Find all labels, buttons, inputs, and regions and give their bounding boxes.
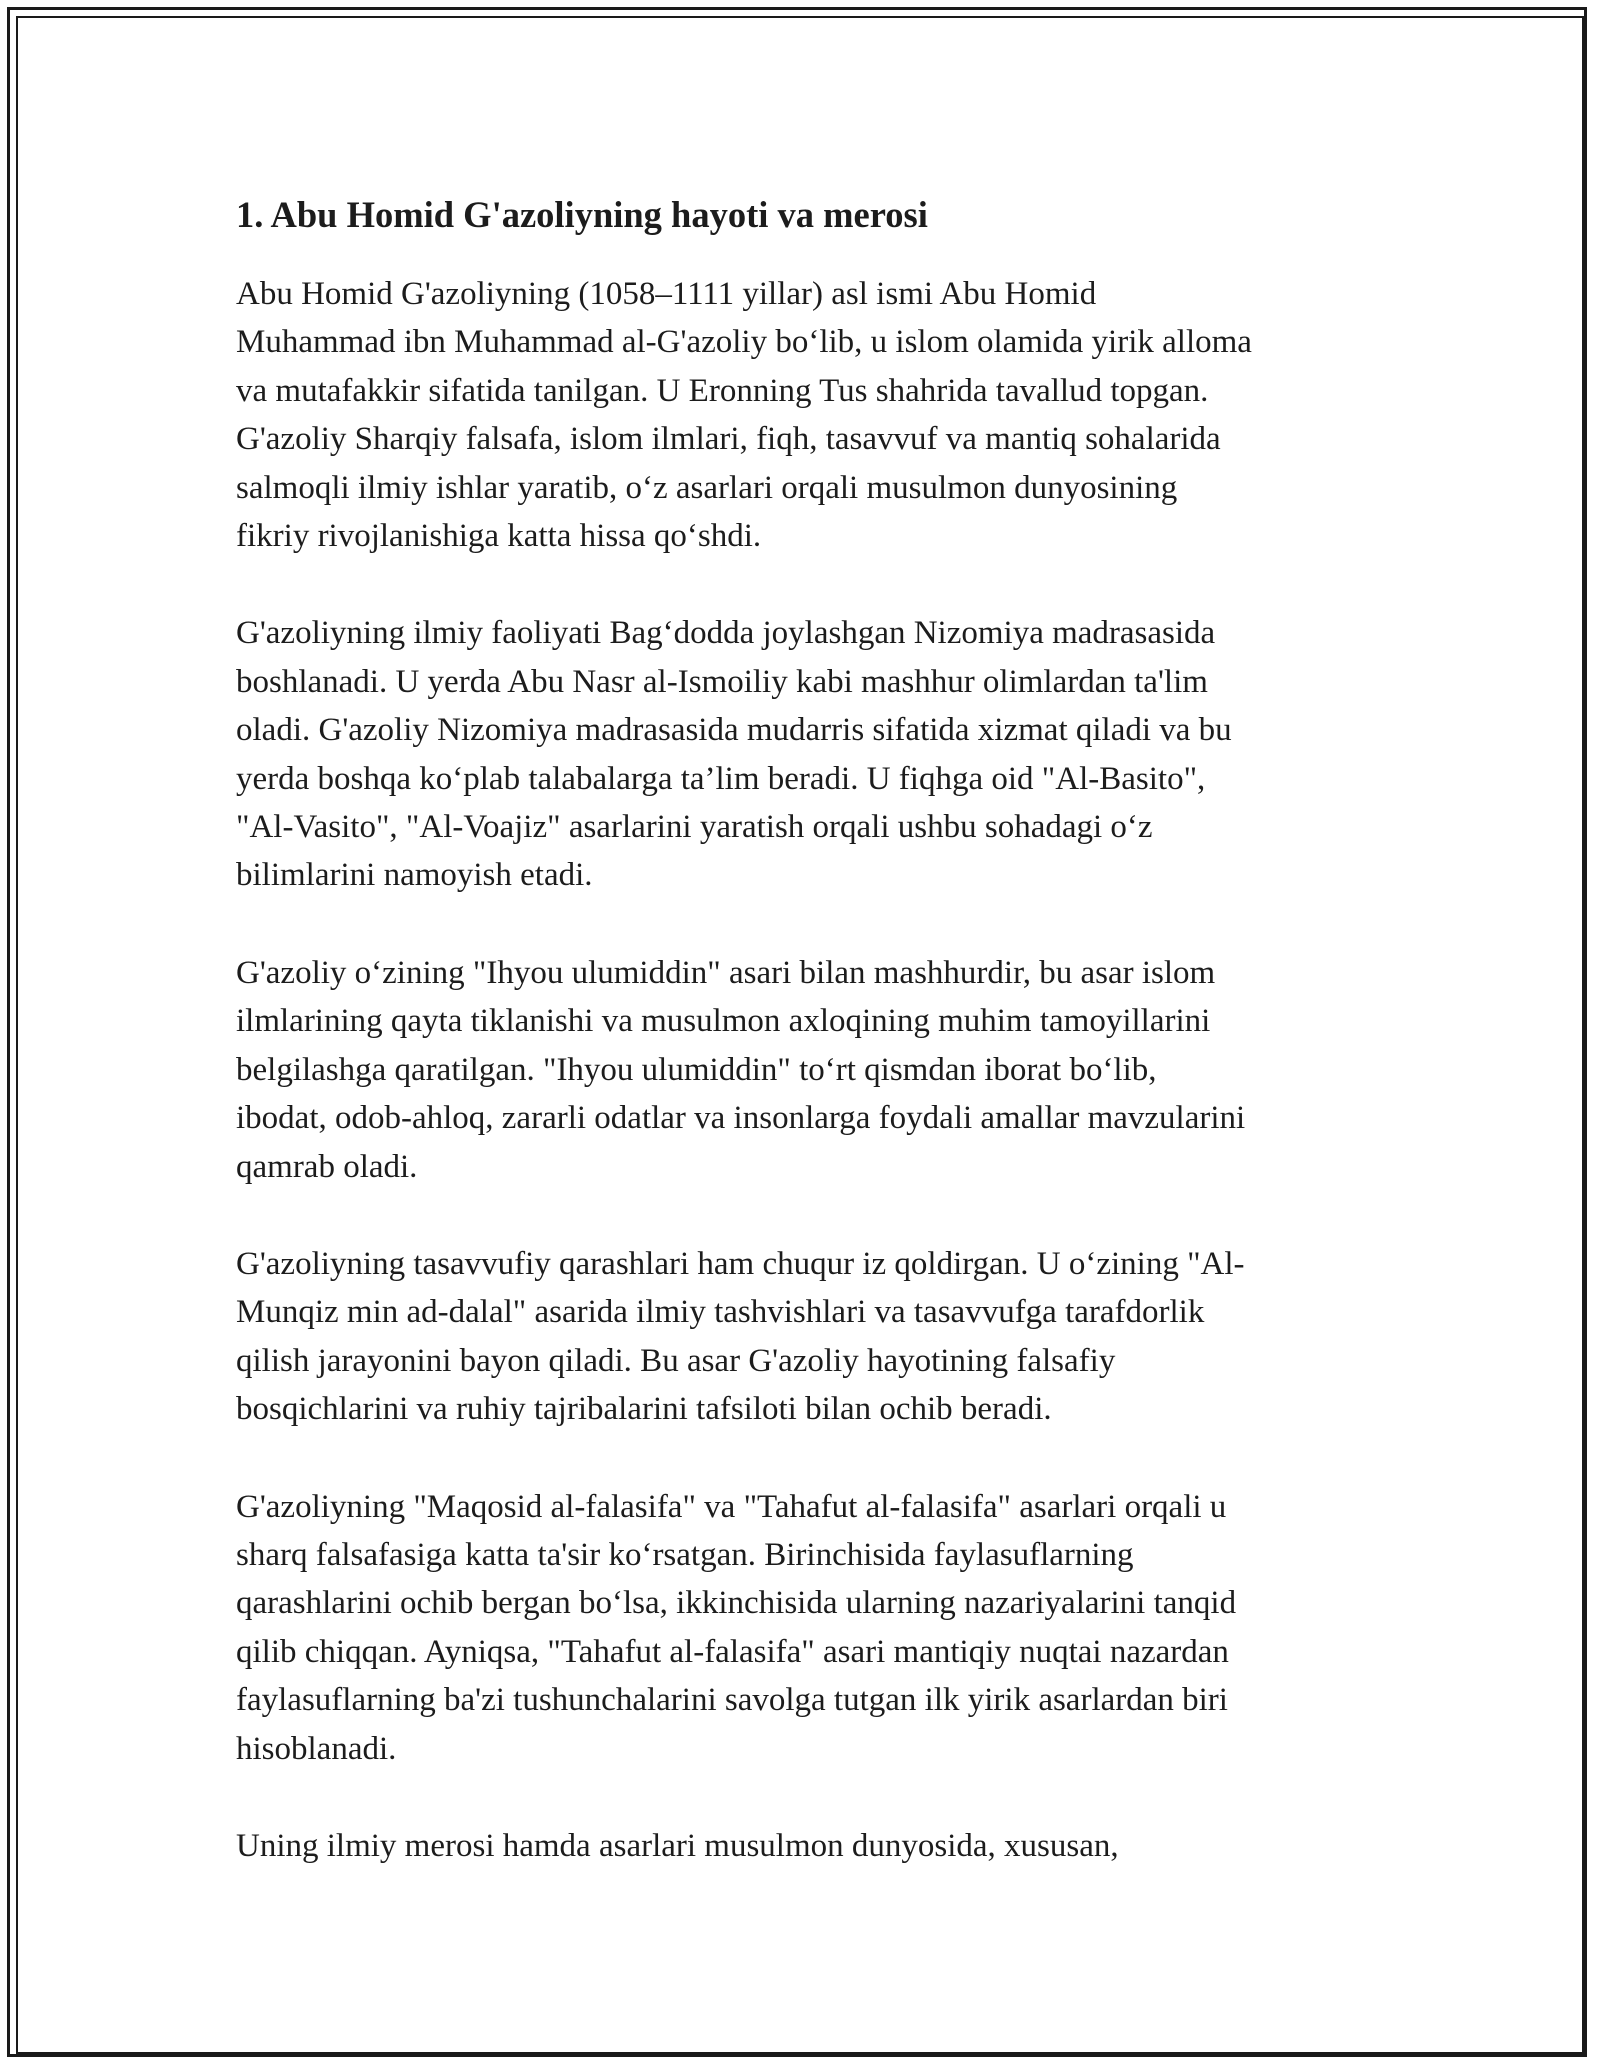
paragraph-philosophy-works: G'azoliyning "Maqosid al-falasifa" va "Tahafut al-falasifa" asarlari orqali u sharq falsafasiga katta ta'sir ko‘rsatgan. Birinchisida faylasuflarning qarashlarini ochib bergan bo‘lsa, ikkinchisida ularning nazariyalarini tanqid qilib chiqqan. Ayniqsa, "Tahafut al-falasifa" asari mantiqiy nuqtai nazardan faylasuflarning ba'zi tushunchalarini savolga tutgan ilk yirik asarlardan biri hisoblanadi. bbox=[236, 1488, 1237, 1767]
paragraph-legacy: Uning ilmiy merosi hamda asarlari musulmon dunyosida, xususan, bbox=[236, 1827, 1119, 1864]
paragraph-ihyou-ulumiddin: G'azoliy o‘zining "Ihyou ulumiddin" asari bilan mashhurdir, bu asar islom ilmlarining qayta tiklanishi va musulmon axloqining muhim tamoyillarini belgilashga qaratilgan. "Ihyou ulumiddin" to‘rt qismdan iborat bo‘lib, ibodat, odob-ahloq, zararli odatlar va insonlarga foydali amallar mavzularini qamrab oladi. bbox=[236, 954, 1246, 1185]
paragraph-sufi-views: G'azoliyning tasavvufiy qarashlari ham chuqur iz qoldirgan. U o‘zining "Al- Munqiz min ad-dalal" asarida ilmiy tashvishlari va tasavvufga tarafdorlik qilish jarayonini bayon qiladi. Bu asar G'azoliy hayotining falsafiy bosqichlarini va ruhiy tajribalarini tafsiloti bilan ochib beradi. bbox=[236, 1245, 1245, 1428]
section-heading: 1. Abu Homid G'azoliyning hayoti va merosi bbox=[236, 194, 928, 235]
paragraph-scholarly-activity: G'azoliyning ilmiy faoliyati Bag‘dodda joylashgan Nizomiya madrasasida boshlanadi. U yerda Abu Nasr al-Ismoiliy kabi mashhur olimlardan ta'lim oladi. G'azoliy Nizomiya madrasasida mudarris sifatida xizmat qiladi va bu yerda boshqa ko‘plab talabalarga ta’lim beradi. U fiqhga oid "Al-Basito", "Al-Vasito", "Al-Voajiz" asarlarini yaratish orqali ushbu sohadagi o‘z bilimlarini namoyish etadi. bbox=[236, 615, 1232, 894]
paragraph-life-overview: Abu Homid G'azoliyning (1058–1111 yillar) asl ismi Abu Homid Muhammad ibn Muhammad al-G'azoliy bo‘lib, u islom olamida yirik alloma va mutafakkir sifatida tanilgan. U Eronning Tus shahrida tavallud topgan. G'azoliy Sharqiy falsafa, islom ilmlari, fiqh, tasavvuf va mantiq sohalarida salmoqli ilmiy ishlar yaratib, o‘z asarlari orqali musulmon dunyosining fikriy rivojlanishiga katta hissa qo‘shdi. bbox=[236, 276, 1252, 555]
document-body bbox=[236, 188, 1386, 1919]
